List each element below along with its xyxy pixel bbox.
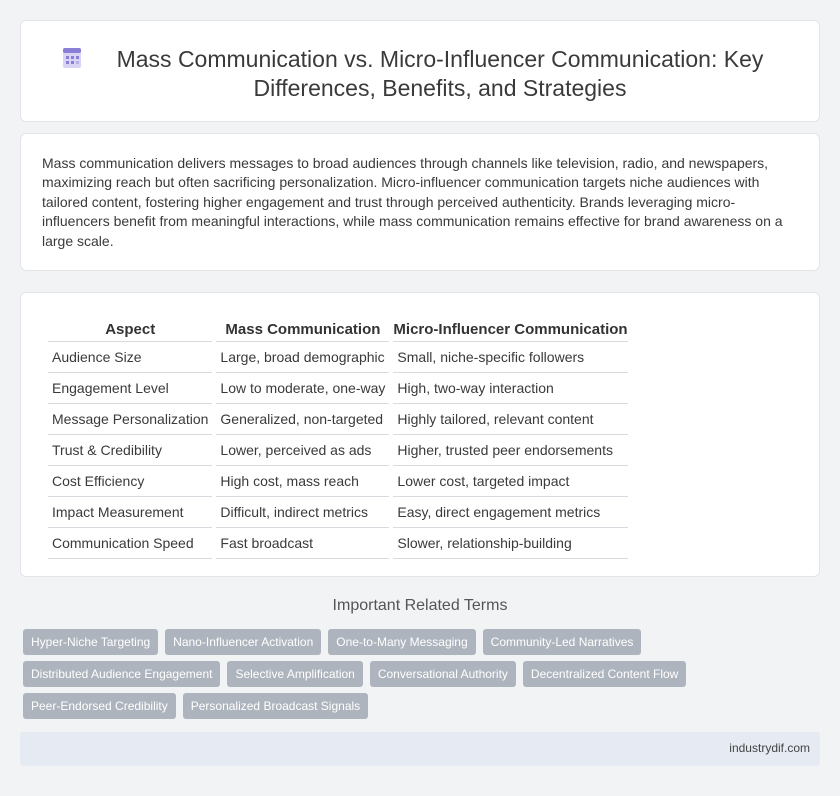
table-cell: Large, broad demographic	[216, 342, 389, 373]
footer-site-link[interactable]: industrydif.com	[729, 741, 810, 755]
table-header-row	[48, 315, 628, 342]
table-row	[48, 373, 628, 404]
table-cell: Fast broadcast	[216, 528, 389, 559]
table-cell: Message Personalization	[48, 404, 212, 435]
table-row	[48, 404, 628, 435]
table-row	[48, 435, 628, 466]
table-cell: High, two-way interaction	[393, 373, 627, 404]
term-tag[interactable]: Decentralized Content Flow	[523, 661, 686, 687]
table-cell: Cost Efficiency	[48, 466, 212, 497]
document-icon	[61, 47, 83, 69]
footer	[20, 732, 820, 766]
term-tag[interactable]: Personalized Broadcast Signals	[183, 693, 368, 719]
table-cell: Low to moderate, one-way	[216, 373, 389, 404]
header-aspect: Aspect	[48, 315, 212, 342]
table-cell: Engagement Level	[48, 373, 212, 404]
header-micro: Micro-Influencer Communication	[393, 315, 627, 342]
table-row	[48, 466, 628, 497]
term-tag[interactable]: Selective Amplification	[227, 661, 362, 687]
term-tag[interactable]: Nano-Influencer Activation	[165, 629, 321, 655]
table-cell: Highly tailored, relevant content	[393, 404, 627, 435]
table-cell: Small, niche-specific followers	[393, 342, 627, 373]
table-cell: Audience Size	[48, 342, 212, 373]
term-tag[interactable]: Conversational Authority	[370, 661, 516, 687]
intro-card	[20, 133, 820, 271]
term-tag[interactable]: Distributed Audience Engagement	[23, 661, 220, 687]
tag-row	[23, 693, 803, 719]
table-cell: Slower, relationship-building	[393, 528, 627, 559]
tag-row	[23, 629, 803, 655]
term-tag[interactable]: One-to-Many Messaging	[328, 629, 475, 655]
table-cell: Easy, direct engagement metrics	[393, 497, 627, 528]
table-cell: High cost, mass reach	[216, 466, 389, 497]
table-cell: Lower, perceived as ads	[216, 435, 389, 466]
term-tag[interactable]: Community-Led Narratives	[483, 629, 642, 655]
term-tag[interactable]: Peer-Endorsed Credibility	[23, 693, 176, 719]
comparison-card	[20, 292, 820, 577]
table-cell: Impact Measurement	[48, 497, 212, 528]
table-cell: Lower cost, targeted impact	[393, 466, 627, 497]
related-terms-list	[23, 629, 803, 725]
table-cell: Trust & Credibility	[48, 435, 212, 466]
comparison-table	[44, 315, 632, 559]
table-row	[48, 528, 628, 559]
table-cell: Communication Speed	[48, 528, 212, 559]
related-terms-heading: Important Related Terms	[332, 597, 508, 614]
table-cell: Difficult, indirect metrics	[216, 497, 389, 528]
term-tag[interactable]: Hyper-Niche Targeting	[23, 629, 158, 655]
table-row	[48, 497, 628, 528]
tag-row	[23, 661, 803, 687]
table-cell: Generalized, non-targeted	[216, 404, 389, 435]
header-mass: Mass Communication	[216, 315, 389, 342]
title-card	[20, 20, 820, 122]
intro-paragraph: Mass communication delivers messages to broad audiences through channels like television, radio, and newspapers, maximizing reach but often sacrificing personalization. Micro-influencer communication targets niche audiences with tailored content, fostering higher engagement and trust through perceived authenticity. Brands leveraging micro-influencers benefit from meaningful interactions, while mass communication remains effective for brand awareness on a large scale.	[42, 155, 783, 249]
table-row	[48, 342, 628, 373]
page-title: Mass Communication vs. Micro-Influencer Communication: Key Differences, Benefits, and Strategies	[116, 46, 764, 101]
table-cell: Higher, trusted peer endorsements	[393, 435, 627, 466]
